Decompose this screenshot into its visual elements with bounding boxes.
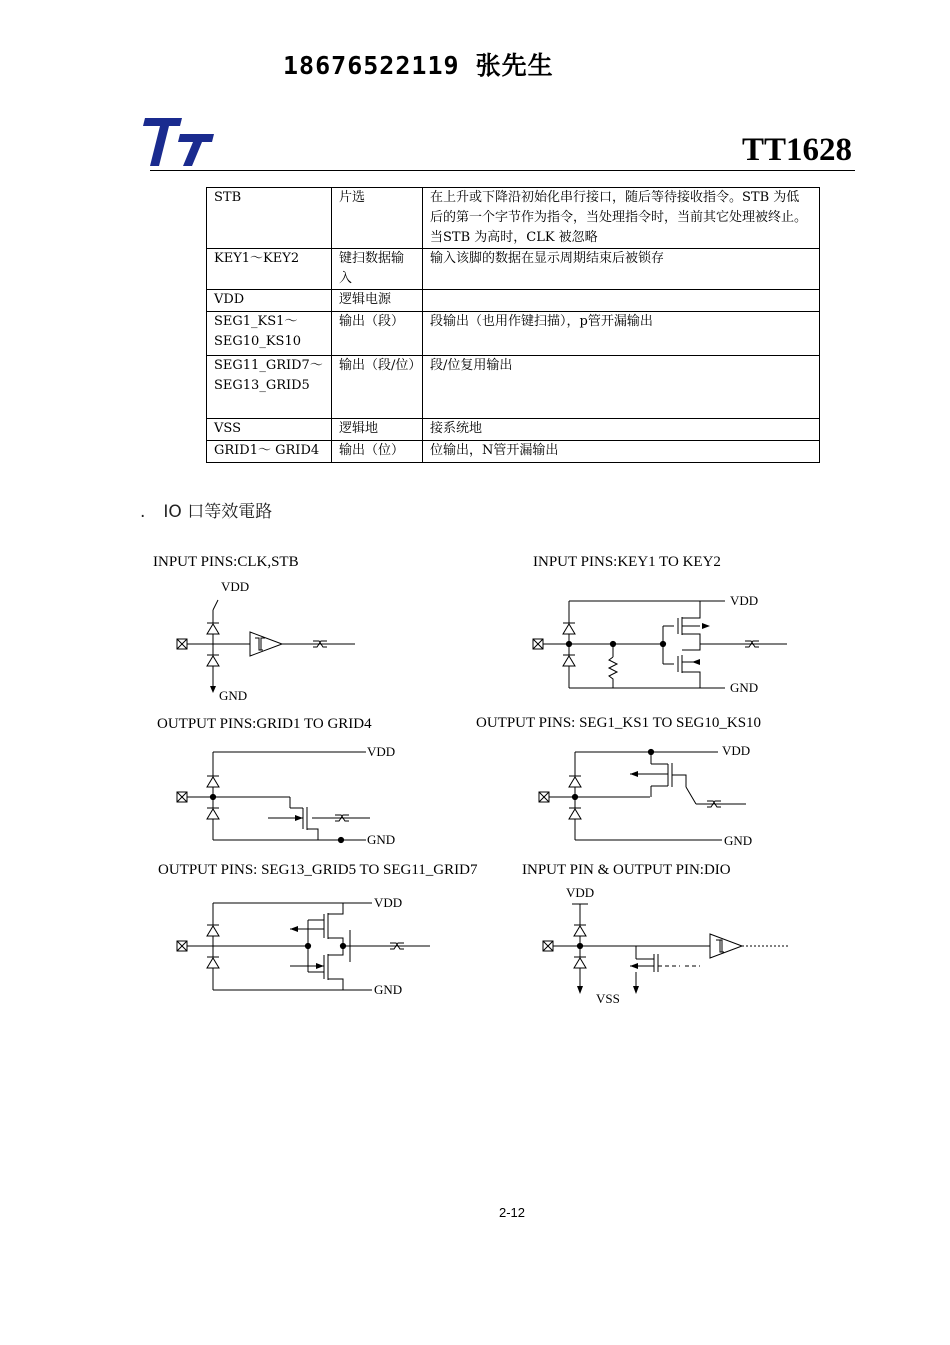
circuit-clk-stb <box>177 600 355 693</box>
pin-name: VSS <box>207 419 332 441</box>
vdd-label: VDD <box>367 744 396 759</box>
vdd-label: VDD <box>722 743 751 758</box>
circuit-grid-output <box>177 752 370 843</box>
pin-type: 输出（段） <box>332 312 423 356</box>
circuit-key-input <box>533 601 787 688</box>
section-title: IO 口等效電路 <box>163 502 273 522</box>
vdd-label: VDD <box>221 579 250 594</box>
circuit-title: INPUT PINS:KEY1 TO KEY2 <box>533 554 721 570</box>
pin-desc: 接系统地 <box>423 419 820 441</box>
section-number: . <box>140 502 146 522</box>
pin-name: SEG1_KS1～SEG10_KS10 <box>207 312 332 356</box>
document-title: TT1628 <box>741 132 852 168</box>
pin-name: STB <box>207 188 332 249</box>
pin-name: VDD <box>207 290 332 312</box>
circuit-seg-grid-output <box>177 903 430 990</box>
vdd-label: VDD <box>566 885 595 900</box>
pin-type: 输出（位） <box>332 441 423 463</box>
pin-desc: 段/位复用输出 <box>423 356 820 419</box>
pin-desc: 段输出（也用作键扫描），p管开漏输出 <box>423 312 820 356</box>
gnd-label: GND <box>730 680 759 695</box>
pin-desc: 位输出，N管开漏输出 <box>423 441 820 463</box>
pin-type: 片选 <box>332 188 423 249</box>
circuit-title: OUTPUT PINS: SEG1_KS1 TO SEG10_KS10 <box>476 715 762 731</box>
pin-name: KEY1～KEY2 <box>207 249 332 290</box>
pin-type: 逻辑电源 <box>332 290 423 312</box>
pin-name: GRID1～ GRID4 <box>207 441 332 463</box>
circuit-title: INPUT PINS:CLK,STB <box>153 554 299 570</box>
pin-desc: 在上升或下降沿初始化串行接口，随后等待接收指令。STB 为低后的第一个字节作为指令，当处理指令时，当前其它处理被终止。当STB 为高时，CLK 被忽略 <box>423 188 820 249</box>
pin-desc: 输入该脚的数据在显示周期结束后被锁存 <box>423 249 820 290</box>
gnd-label: GND <box>374 982 403 997</box>
circuit-title: INPUT PIN & OUTPUT PIN:DIO <box>522 862 731 878</box>
circuit-seg-output <box>539 749 746 840</box>
circuit-title: OUTPUT PINS:GRID1 TO GRID4 <box>157 716 372 732</box>
pin-name: SEG11_GRID7～SEG13_GRID5 <box>207 356 332 419</box>
pin-type: 逻辑地 <box>332 419 423 441</box>
circuit-dio <box>543 904 790 994</box>
pin-type: 键扫数据输入 <box>332 249 423 290</box>
gnd-label: GND <box>367 832 396 847</box>
circuit-title: OUTPUT PINS: SEG13_GRID5 TO SEG11_GRID7 <box>158 862 478 878</box>
contact-line: 18676522119 张先生 <box>283 51 554 80</box>
gnd-label: GND <box>724 833 753 848</box>
pin-type: 输出（段/位） <box>332 356 423 419</box>
page-number: 2-12 <box>498 1205 526 1220</box>
vss-label: VSS <box>596 991 620 1006</box>
gnd-label: GND <box>219 688 248 703</box>
vdd-label: VDD <box>374 895 403 910</box>
vdd-label: VDD <box>730 593 759 608</box>
